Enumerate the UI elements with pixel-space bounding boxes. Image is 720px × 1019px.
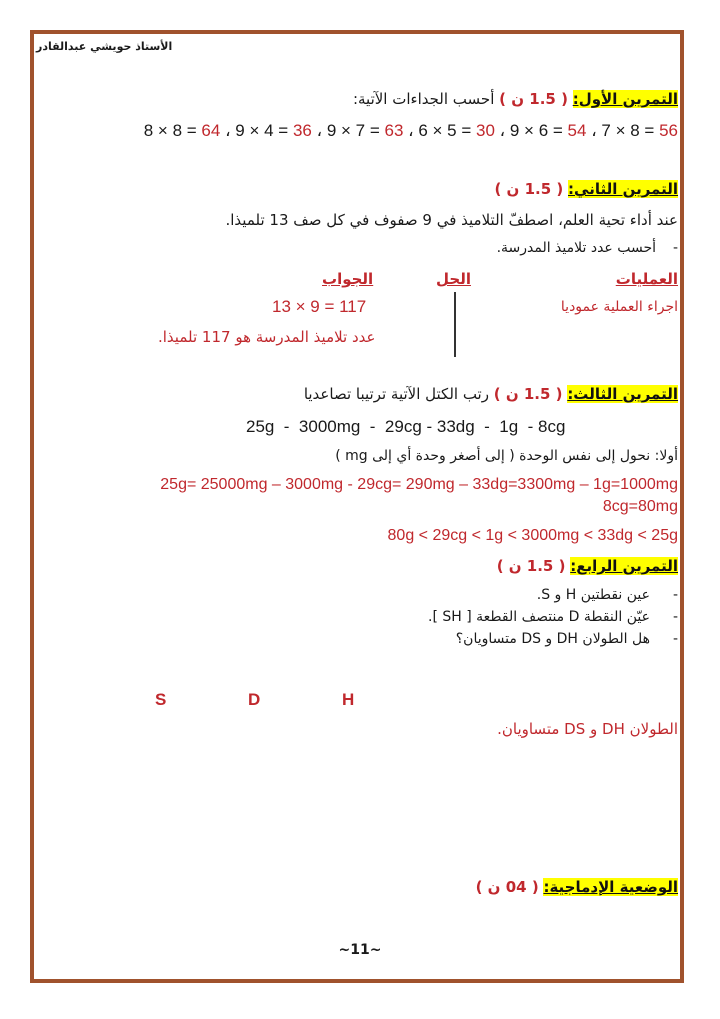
column-divider: [454, 292, 456, 357]
page-number: ~11~: [338, 942, 382, 958]
ex2-statement: عند أداء تحية العلم، اصطفّ التلاميذ في 9 صفوف في كل صف 13 تلميذا.: [225, 211, 678, 229]
ex1-points: ( 1.5 ن ): [499, 90, 568, 108]
integration-title: الوضعية الإدماجية:: [543, 878, 678, 896]
ex2-answer: عدد تلاميذ المدرسة هو 117 تلميذا.: [158, 328, 376, 346]
author-name: الأستاذ حويشي عبدالقادر: [36, 40, 173, 53]
ex3-conversion-line1: 25g= 25000mg – 3000mg - 29cg= 290mg – 33dg=3300mg – 1g=1000mg: [160, 476, 678, 493]
ex3-step1: أولا: نحول إلى نفس الوحدة ( إلى أصغر وحدة أي إلى mg ): [335, 448, 678, 464]
ex2-task: -أحسب عدد تلاميذ المدرسة.: [496, 240, 678, 256]
ex2-points: ( 1.5 ن ): [494, 180, 564, 198]
ex1-instruction: أحسب الجداءات الآتية:: [352, 90, 495, 108]
ex2-equation: 13 × 9 = 117: [272, 297, 367, 316]
ex2-title: التمرين الثاني:: [568, 180, 678, 198]
ex3-instruction: رتب الكتل الآتية ترتيبا تصاعديا: [303, 385, 489, 403]
ex2-heading: [494, 180, 678, 198]
page-frame: [30, 30, 684, 983]
col-solution: الحل: [436, 270, 471, 288]
point-h-label: H: [342, 690, 355, 709]
integration-points: ( 04 ن ): [475, 878, 539, 896]
ex3-points: ( 1.5 ن ): [493, 385, 563, 403]
col-answer: الجواب: [322, 270, 374, 288]
ex3-order: 80g < 29cg < 1g < 3000mg < 33dg < 25g: [387, 527, 678, 544]
ex4-task-2: -عيّن النقطة D منتصف القطعة [ SH ].: [428, 609, 678, 625]
point-d-label: D: [248, 690, 261, 709]
ex4-task-1: -عين نقطتين H و S.: [536, 587, 678, 603]
ex1-title: التمرين الأول:: [572, 90, 678, 108]
ex1-heading: [353, 90, 678, 108]
col-operations: العمليات: [615, 270, 678, 288]
ex3-conversion-line2: 8cg=80mg: [602, 498, 678, 515]
ex4-heading: [497, 557, 678, 575]
ex4-answer: الطولان DH و DS متساويان.: [497, 720, 678, 738]
integration-heading: [476, 878, 678, 896]
ex3-masses: 25g - 3000mg - 29cg - 33dg - 1g - 8cg: [246, 417, 566, 436]
ex3-title: التمرين الثالث:: [567, 385, 678, 403]
ex4-task-3: -هل الطولان DH و DS متساويان؟: [455, 631, 678, 647]
ex1-products: 7 × 8 = 56 ، 9 × 6 = 54 ، 6 × 5 = 30 ، 9 × 7 = 63 ، 9 × 4 = 36 ، 8 × 8 = 64: [143, 121, 678, 140]
ex4-title: التمرين الرابع:: [570, 557, 678, 575]
ex3-heading: [304, 385, 678, 403]
ex4-points: ( 1.5 ن ): [496, 557, 566, 575]
point-s-label: S: [155, 690, 167, 709]
ex2-op-note: اجراء العملية عموديا: [560, 299, 678, 315]
